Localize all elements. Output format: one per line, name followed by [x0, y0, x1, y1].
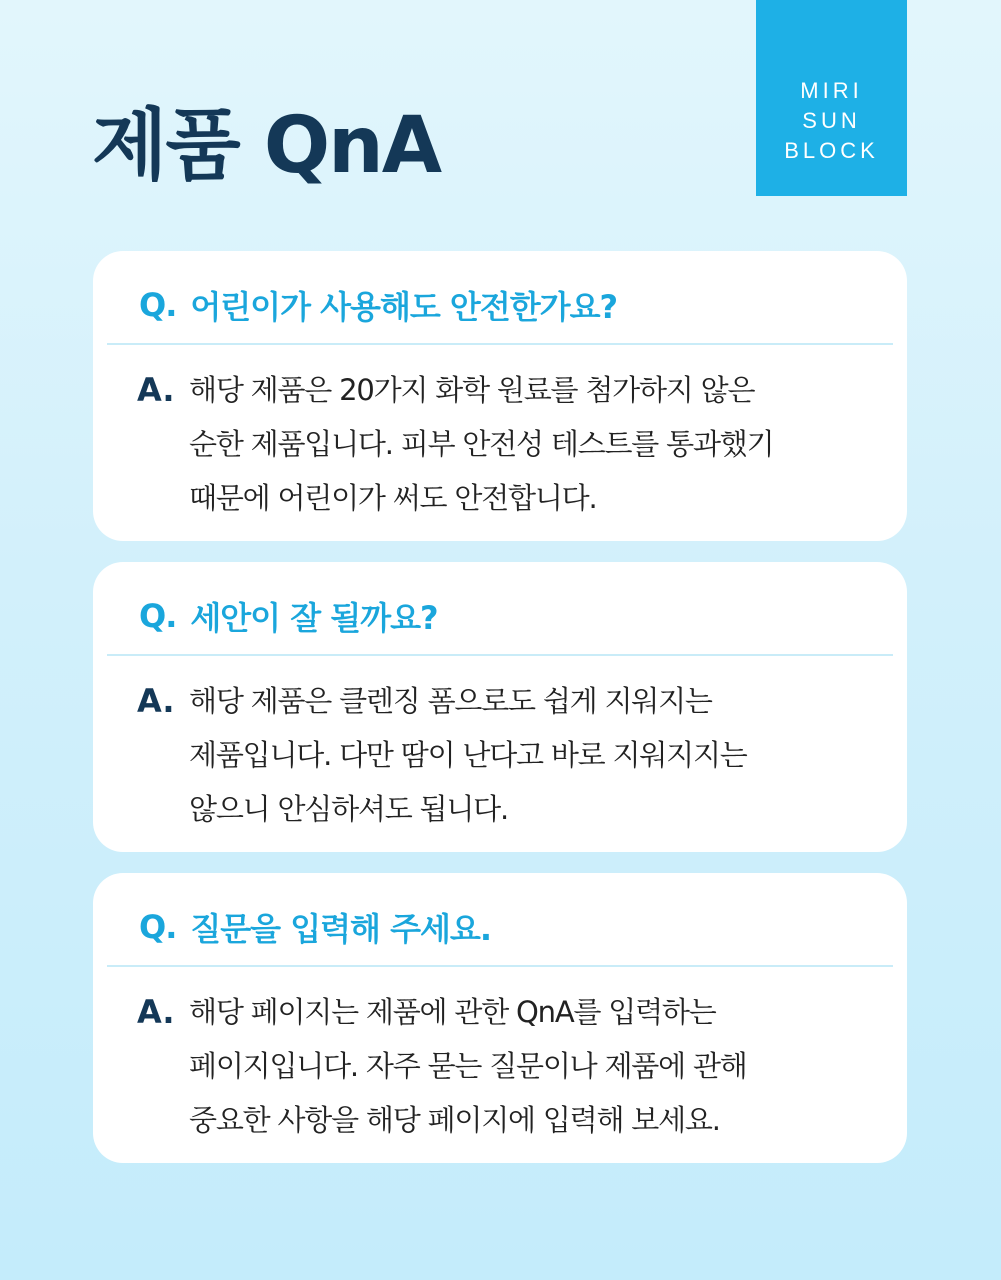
answer-line: 않으니 안심하셔도 됩니다.	[189, 792, 509, 826]
brand-line-3: BLOCK	[784, 138, 879, 163]
question-text: 어린이가 사용해도 안전한가요?	[190, 288, 618, 326]
answer-line: 해당 제품은 20가지 화학 원료를 첨가하지 않은	[189, 373, 755, 407]
question-marker: Q.	[139, 286, 177, 324]
brand-line-1: MIRI	[800, 78, 863, 103]
answer-marker: A.	[137, 682, 175, 720]
qa-card-2	[93, 562, 907, 852]
brand-logo	[756, 0, 907, 196]
question-row	[139, 588, 887, 644]
answer-line: 순한 제품입니다. 피부 안전성 테스트를 통과했기	[189, 427, 774, 461]
answer-marker: A.	[137, 993, 175, 1031]
divider	[107, 343, 893, 345]
divider	[107, 654, 893, 656]
answer-line: 해당 페이지는 제품에 관한 QnA를 입력하는	[189, 995, 716, 1029]
answer-line: 해당 제품은 클렌징 폼으로도 쉽게 지워지는	[189, 684, 712, 718]
answer-text	[189, 363, 883, 525]
answer-line: 페이지입니다. 자주 묻는 질문이나 제품에 관해	[189, 1049, 747, 1083]
question-marker: Q.	[139, 908, 177, 946]
qa-card-1	[93, 251, 907, 541]
question-text: 질문을 입력해 주세요.	[190, 910, 492, 948]
question-row	[139, 899, 887, 955]
answer-text	[189, 674, 883, 836]
question-text: 세안이 잘 될까요?	[190, 599, 438, 637]
answer-text	[189, 985, 883, 1147]
question-marker: Q.	[139, 597, 177, 635]
brand-line-2: SUN	[802, 108, 861, 133]
question-row	[139, 277, 887, 333]
divider	[107, 965, 893, 967]
answer-line: 제품입니다. 다만 땀이 난다고 바로 지워지지는	[189, 738, 747, 772]
answer-line: 때문에 어린이가 써도 안전합니다.	[189, 481, 597, 515]
answer-line: 중요한 사항을 해당 페이지에 입력해 보세요.	[189, 1103, 720, 1137]
answer-marker: A.	[137, 371, 175, 409]
qa-card-3	[93, 873, 907, 1163]
page-title: 제품 QnA	[92, 101, 441, 191]
